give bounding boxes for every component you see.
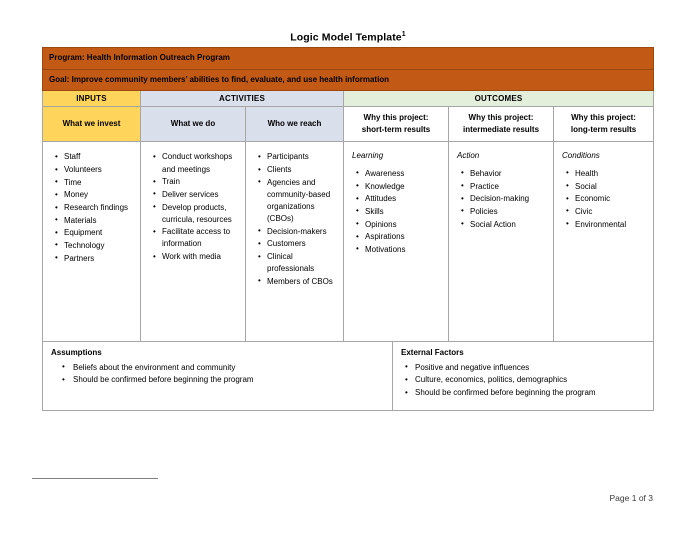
- assumptions-external-factors-table: [42, 341, 654, 411]
- cell-who-we-reach: [246, 142, 344, 343]
- list-item: • Money: [64, 189, 134, 201]
- program-banner: Program: Health Information Outreach Program: [43, 48, 654, 70]
- category-label-learning: Learning: [352, 151, 384, 161]
- list-item: • Attitudes: [365, 193, 442, 205]
- list-item: • Aspirations: [365, 231, 442, 243]
- list-item: • Facilitate access to information: [162, 226, 239, 250]
- list-inputs: [49, 151, 134, 264]
- column-header-line1: Why this project:: [468, 113, 534, 123]
- list-item: • Materials: [64, 215, 134, 227]
- list-item: • Customers: [267, 238, 337, 250]
- list-item: • Train: [162, 176, 239, 188]
- column-header-line2: short-term results: [361, 124, 431, 134]
- group-header-activities: ACTIVITIES: [141, 91, 344, 107]
- list-intermediate: [455, 168, 547, 231]
- content-row: [43, 142, 654, 343]
- assumptions-list: [51, 362, 384, 388]
- external-factors-title: External Factors: [401, 348, 464, 357]
- list-item: • Should be confirmed before beginning the program: [415, 387, 645, 400]
- list-item: • Environmental: [575, 219, 647, 231]
- column-header-intermediate: [449, 107, 554, 142]
- column-header-what-we-do: [141, 107, 246, 142]
- list-item: • Policies: [470, 206, 547, 218]
- list-short-term: [350, 168, 442, 256]
- list-item: • Economic: [575, 193, 647, 205]
- column-header-long-term: [554, 107, 654, 142]
- list-item: • Culture, economics, politics, demographics: [415, 374, 645, 387]
- list-item: • Clinical professionals: [267, 251, 337, 275]
- group-header-inputs: INPUTS: [43, 91, 141, 107]
- list-item: • Practice: [470, 181, 547, 193]
- list-item: • Develop products, curricula, resources: [162, 202, 239, 226]
- program-banner-row: [43, 48, 654, 70]
- column-header-line1: Who we reach: [267, 118, 322, 128]
- list-who-we-reach: [252, 151, 337, 288]
- list-item: • Knowledge: [365, 181, 442, 193]
- column-header-what-we-invest: [43, 107, 141, 142]
- list-item: • Civic: [575, 206, 647, 218]
- goal-banner-row: [43, 69, 654, 91]
- column-header-line1: Why this project:: [571, 113, 636, 123]
- list-item: • Positive and negative influences: [415, 362, 645, 375]
- cell-what-we-do: [141, 142, 246, 343]
- list-item: • Research findings: [64, 202, 134, 214]
- assumptions-title: Assumptions: [51, 348, 102, 357]
- logic-model-table: [42, 47, 654, 343]
- list-item: • Partners: [64, 253, 134, 265]
- group-header-row: [43, 91, 654, 107]
- list-item: • Social: [575, 181, 647, 193]
- footnote-separator: [32, 478, 158, 479]
- cell-intermediate: [449, 142, 554, 343]
- list-item: • Members of CBOs: [267, 276, 337, 288]
- cell-short-term: [344, 142, 449, 343]
- list-item: • Should be confirmed before beginning the program: [73, 374, 384, 387]
- column-header-line2: intermediate results: [462, 124, 540, 134]
- category-label-conditions: Conditions: [562, 151, 600, 161]
- page-number: Page 1 of 3: [609, 493, 653, 503]
- column-header-line1: Why this project:: [363, 113, 429, 123]
- page-title-footnote-marker: 1: [401, 31, 406, 38]
- column-header-line2: long-term results: [570, 124, 637, 134]
- list-item: • Decision-makers: [267, 226, 337, 238]
- column-header-row: [43, 107, 654, 142]
- external-factors-list: [401, 362, 645, 400]
- column-header-who-we-reach: [246, 107, 344, 142]
- cell-inputs: [43, 142, 141, 343]
- list-item: • Staff: [64, 151, 134, 163]
- list-item: • Technology: [64, 240, 134, 252]
- page-title-text: Logic Model Template: [290, 31, 402, 44]
- list-item: • Opinions: [365, 219, 442, 231]
- group-header-outcomes: OUTCOMES: [344, 91, 654, 107]
- list-item: • Motivations: [365, 244, 442, 256]
- column-header-line1: What we do: [170, 118, 216, 128]
- list-long-term: [560, 168, 647, 231]
- column-header-line1: What we invest: [62, 118, 121, 128]
- list-item: • Volunteers: [64, 164, 134, 176]
- list-item: • Clients: [267, 164, 337, 176]
- goal-banner: Goal: Improve community members’ abilities to find, evaluate, and use health information: [43, 69, 654, 91]
- category-label-action: Action: [457, 151, 480, 161]
- list-item: • Agencies and community-based organizations (CBOs): [267, 177, 337, 226]
- bottom-row: [43, 342, 654, 411]
- column-header-short-term: [344, 107, 449, 142]
- page-title: [0, 31, 696, 44]
- list-item: • Beliefs about the environment and community: [73, 362, 384, 375]
- list-item: • Conduct workshops and meetings: [162, 151, 239, 175]
- list-item: • Skills: [365, 206, 442, 218]
- list-item: • Decision-making: [470, 193, 547, 205]
- external-factors-box: [393, 342, 654, 411]
- list-item: • Awareness: [365, 168, 442, 180]
- list-item: • Behavior: [470, 168, 547, 180]
- list-item: • Social Action: [470, 219, 547, 231]
- list-item: • Work with media: [162, 251, 239, 263]
- cell-long-term: [554, 142, 654, 343]
- list-item: • Participants: [267, 151, 337, 163]
- list-item: • Time: [64, 177, 134, 189]
- list-item: • Deliver services: [162, 189, 239, 201]
- list-item: • Health: [575, 168, 647, 180]
- assumptions-box: [43, 342, 393, 411]
- list-what-we-do: [147, 151, 239, 263]
- list-item: • Equipment: [64, 227, 134, 239]
